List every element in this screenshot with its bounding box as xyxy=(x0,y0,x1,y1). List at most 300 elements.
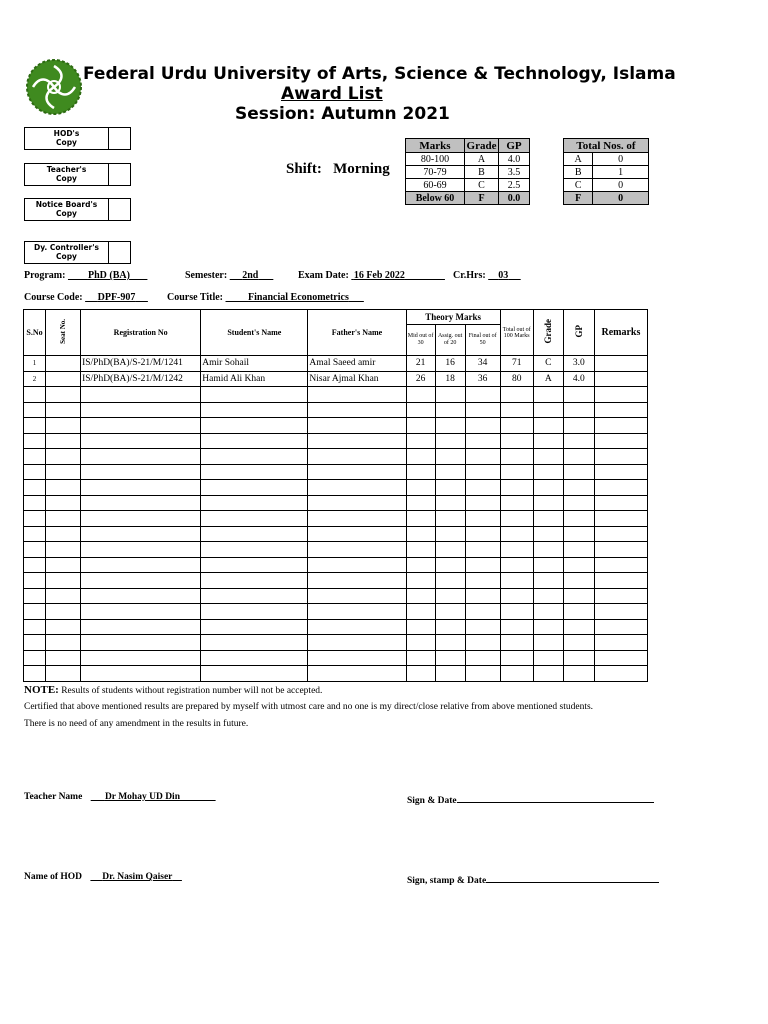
cell-final[interactable] xyxy=(465,635,500,651)
cell-student-name[interactable] xyxy=(201,604,308,620)
cell-total[interactable] xyxy=(500,635,533,651)
cell-total[interactable] xyxy=(500,604,533,620)
cell-father-name[interactable] xyxy=(308,402,406,418)
copy-checkbox[interactable] xyxy=(109,242,130,263)
cell-seat[interactable] xyxy=(46,666,81,682)
cell-father-name[interactable] xyxy=(308,480,406,496)
cell-gp[interactable] xyxy=(563,480,594,496)
cell-sno[interactable] xyxy=(24,588,46,604)
sign-date-blank[interactable] xyxy=(457,792,654,803)
cell-student-name[interactable] xyxy=(201,542,308,558)
cell-registration[interactable] xyxy=(81,619,201,635)
cell-father-name[interactable] xyxy=(308,526,406,542)
cell-gp[interactable] xyxy=(563,402,594,418)
cell-father-name[interactable] xyxy=(308,511,406,527)
program-line xyxy=(24,270,147,281)
cell-student-name[interactable] xyxy=(201,588,308,604)
cell-seat[interactable] xyxy=(46,542,81,558)
cell-gp[interactable] xyxy=(563,526,594,542)
cell-remarks[interactable] xyxy=(594,495,647,511)
cell-grade[interactable] xyxy=(533,619,563,635)
cell-remarks[interactable] xyxy=(594,464,647,480)
cell-assig[interactable] xyxy=(435,433,465,449)
cell-gp[interactable] xyxy=(563,387,594,403)
cell-remarks[interactable] xyxy=(594,619,647,635)
grade-scale-table xyxy=(405,138,530,205)
cell-registration[interactable] xyxy=(81,449,201,465)
table-row xyxy=(24,604,648,620)
cell-student-name[interactable] xyxy=(201,402,308,418)
cell-seat[interactable] xyxy=(46,526,81,542)
cell-final[interactable] xyxy=(465,666,500,682)
table-row xyxy=(24,433,648,449)
totals-count: 0 xyxy=(593,179,649,192)
cell-father-name[interactable] xyxy=(308,619,406,635)
cell-student-name[interactable] xyxy=(201,433,308,449)
cell-student-name[interactable] xyxy=(201,387,308,403)
exam-date-value: 16 Feb 2022 xyxy=(353,270,405,281)
cell-mid[interactable] xyxy=(406,557,435,573)
cell-gp[interactable] xyxy=(563,666,594,682)
header-seat-no: Seat No. xyxy=(46,310,81,356)
cell-final[interactable] xyxy=(465,588,500,604)
cell-total[interactable] xyxy=(500,511,533,527)
cell-father-name[interactable] xyxy=(308,418,406,434)
cell-sno: 2 xyxy=(24,371,46,387)
cell-student-name[interactable] xyxy=(201,635,308,651)
cell-total[interactable] xyxy=(500,573,533,589)
cell-mid[interactable] xyxy=(406,526,435,542)
cell-gp[interactable] xyxy=(563,557,594,573)
cell-grade[interactable] xyxy=(533,495,563,511)
cell-assig[interactable] xyxy=(435,588,465,604)
cell-grade[interactable] xyxy=(533,433,563,449)
cell-final[interactable] xyxy=(465,495,500,511)
table-row xyxy=(24,557,648,573)
cell-grade[interactable] xyxy=(533,526,563,542)
cell-registration[interactable] xyxy=(81,542,201,558)
cell-student-name[interactable] xyxy=(201,480,308,496)
cell-student-name[interactable] xyxy=(201,464,308,480)
cell-father-name[interactable] xyxy=(308,387,406,403)
cell-gp[interactable] xyxy=(563,433,594,449)
note-line xyxy=(24,684,322,696)
table-row xyxy=(24,619,648,635)
cell-sno[interactable] xyxy=(24,511,46,527)
cell-mid[interactable] xyxy=(406,402,435,418)
cell-assig: 16 xyxy=(435,356,465,372)
cell-sno[interactable] xyxy=(24,464,46,480)
cell-mid[interactable] xyxy=(406,480,435,496)
grade-header-gp: GP xyxy=(499,139,530,153)
award-list-title: Award List xyxy=(281,84,383,104)
cell-mid[interactable] xyxy=(406,387,435,403)
cell-grade[interactable] xyxy=(533,635,563,651)
cell-mid[interactable] xyxy=(406,635,435,651)
cell-seat[interactable] xyxy=(46,511,81,527)
cell-registration[interactable] xyxy=(81,387,201,403)
cell-student-name[interactable] xyxy=(201,418,308,434)
grade-cell: 3.5 xyxy=(499,166,530,179)
cell-assig[interactable] xyxy=(435,402,465,418)
cell-assig[interactable] xyxy=(435,387,465,403)
cell-final[interactable] xyxy=(465,542,500,558)
cell-registration[interactable] xyxy=(81,464,201,480)
program-value: PhD (BA) xyxy=(87,270,130,281)
cell-remarks[interactable] xyxy=(594,511,647,527)
cell-sno[interactable] xyxy=(24,449,46,465)
cell-sno[interactable] xyxy=(24,433,46,449)
cell-father-name[interactable] xyxy=(308,449,406,465)
cell-total[interactable] xyxy=(500,418,533,434)
cell-remarks[interactable] xyxy=(594,433,647,449)
grade-cell: Below 60 xyxy=(406,192,465,205)
cell-total[interactable] xyxy=(500,542,533,558)
cell-student-name[interactable] xyxy=(201,526,308,542)
cell-remarks[interactable] xyxy=(594,526,647,542)
cell-total[interactable] xyxy=(500,464,533,480)
cell-grade: A xyxy=(533,371,563,387)
cell-seat[interactable] xyxy=(46,371,81,387)
cell-seat[interactable] xyxy=(46,433,81,449)
copy-label: HOD's xyxy=(53,129,80,138)
cell-total[interactable] xyxy=(500,526,533,542)
cell-final[interactable] xyxy=(465,418,500,434)
cell-seat[interactable] xyxy=(46,635,81,651)
cell-seat[interactable] xyxy=(46,604,81,620)
cell-assig[interactable] xyxy=(435,573,465,589)
cell-assig[interactable] xyxy=(435,635,465,651)
cell-final[interactable] xyxy=(465,650,500,666)
cell-remarks[interactable] xyxy=(594,356,647,372)
grade-cell: 70-79 xyxy=(406,166,465,179)
semester-line xyxy=(185,270,273,281)
cell-sno[interactable] xyxy=(24,557,46,573)
cell-final: 36 xyxy=(465,371,500,387)
cell-sno[interactable] xyxy=(24,542,46,558)
cell-assig[interactable] xyxy=(435,619,465,635)
cell-total[interactable] xyxy=(500,433,533,449)
cell-sno[interactable] xyxy=(24,604,46,620)
cell-registration[interactable] xyxy=(81,604,201,620)
grade-cell: 0.0 xyxy=(499,192,530,205)
cell-final[interactable] xyxy=(465,449,500,465)
cell-remarks[interactable] xyxy=(594,402,647,418)
hod-name-label: Name of HOD xyxy=(24,872,83,882)
table-row xyxy=(24,573,648,589)
copy-checkbox[interactable] xyxy=(109,199,130,220)
cell-total[interactable] xyxy=(500,387,533,403)
cell-sno[interactable] xyxy=(24,418,46,434)
note-label: NOTE: xyxy=(24,684,59,696)
grade-header-grade: Grade xyxy=(465,139,499,153)
grade-cell: 4.0 xyxy=(499,153,530,166)
cell-remarks[interactable] xyxy=(594,371,647,387)
cell-grade[interactable] xyxy=(533,542,563,558)
cell-final[interactable] xyxy=(465,433,500,449)
sign-stamp-blank[interactable] xyxy=(486,872,659,883)
cell-grade[interactable] xyxy=(533,449,563,465)
cell-grade[interactable] xyxy=(533,387,563,403)
cell-sno[interactable] xyxy=(24,666,46,682)
cell-grade[interactable] xyxy=(533,418,563,434)
cell-mid[interactable] xyxy=(406,573,435,589)
cell-sno[interactable] xyxy=(24,495,46,511)
cell-final[interactable] xyxy=(465,511,500,527)
sign-date-line xyxy=(407,792,654,806)
cell-grade[interactable] xyxy=(533,588,563,604)
header-final: Final out of 50 xyxy=(465,325,500,356)
cell-final[interactable] xyxy=(465,604,500,620)
cell-total[interactable] xyxy=(500,480,533,496)
cell-mid[interactable] xyxy=(406,433,435,449)
cell-sno[interactable] xyxy=(24,635,46,651)
table-row xyxy=(24,588,648,604)
cell-student-name[interactable] xyxy=(201,557,308,573)
cell-mid[interactable] xyxy=(406,542,435,558)
cell-registration[interactable] xyxy=(81,557,201,573)
cell-sno[interactable] xyxy=(24,402,46,418)
cell-student-name[interactable] xyxy=(201,511,308,527)
cell-mid[interactable] xyxy=(406,449,435,465)
header-sno: S.No xyxy=(24,310,46,356)
program-label: Program: xyxy=(24,270,66,281)
cell-assig[interactable] xyxy=(435,449,465,465)
cell-registration[interactable] xyxy=(81,526,201,542)
cell-total[interactable] xyxy=(500,619,533,635)
cell-registration[interactable] xyxy=(81,418,201,434)
cell-seat[interactable] xyxy=(46,464,81,480)
table-row xyxy=(24,666,648,682)
cell-remarks[interactable] xyxy=(594,418,647,434)
cell-assig[interactable] xyxy=(435,526,465,542)
table-row xyxy=(24,635,648,651)
cell-father-name[interactable] xyxy=(308,666,406,682)
cell-assig[interactable] xyxy=(435,604,465,620)
cell-father-name[interactable] xyxy=(308,495,406,511)
cell-remarks[interactable] xyxy=(594,480,647,496)
cell-seat[interactable] xyxy=(46,619,81,635)
cell-grade[interactable] xyxy=(533,464,563,480)
cell-registration[interactable] xyxy=(81,480,201,496)
cell-gp[interactable] xyxy=(563,511,594,527)
cell-total[interactable] xyxy=(500,402,533,418)
cell-remarks[interactable] xyxy=(594,449,647,465)
cell-final[interactable] xyxy=(465,402,500,418)
cell-final[interactable] xyxy=(465,464,500,480)
cell-total[interactable] xyxy=(500,557,533,573)
cell-father-name[interactable] xyxy=(308,635,406,651)
cell-remarks[interactable] xyxy=(594,557,647,573)
cell-total[interactable] xyxy=(500,666,533,682)
cell-sno[interactable] xyxy=(24,573,46,589)
cell-registration[interactable] xyxy=(81,650,201,666)
copy-checkbox[interactable] xyxy=(109,164,130,185)
header-remarks: Remarks xyxy=(594,310,647,356)
table-row xyxy=(24,480,648,496)
teacher-name-label: Teacher Name xyxy=(24,792,83,802)
cell-grade[interactable] xyxy=(533,650,563,666)
grade-cell: 80-100 xyxy=(406,153,465,166)
table-row xyxy=(24,371,648,387)
cell-final[interactable] xyxy=(465,480,500,496)
hod-copy-box xyxy=(24,127,131,150)
cell-gp[interactable] xyxy=(563,604,594,620)
cell-gp[interactable] xyxy=(563,418,594,434)
cell-mid[interactable] xyxy=(406,495,435,511)
cell-student-name[interactable] xyxy=(201,666,308,682)
cell-seat[interactable] xyxy=(46,557,81,573)
cell-sno[interactable] xyxy=(24,387,46,403)
cell-remarks[interactable] xyxy=(594,542,647,558)
copy-label: Copy xyxy=(56,173,77,183)
cell-father-name[interactable] xyxy=(308,573,406,589)
grade-totals-table xyxy=(563,138,649,205)
cell-sno[interactable] xyxy=(24,526,46,542)
cell-registration: IS/PhD(BA)/S-21/M/1241 xyxy=(81,356,201,372)
cell-mid[interactable] xyxy=(406,418,435,434)
cell-assig[interactable] xyxy=(435,511,465,527)
cell-registration[interactable] xyxy=(81,402,201,418)
teacher-name-value: Dr Mohay UD Din xyxy=(104,792,180,802)
course-code-line xyxy=(24,292,148,303)
cell-registration[interactable] xyxy=(81,433,201,449)
cell-gp[interactable] xyxy=(563,650,594,666)
cell-student-name[interactable] xyxy=(201,495,308,511)
cell-father-name[interactable] xyxy=(308,588,406,604)
cell-assig[interactable] xyxy=(435,495,465,511)
cell-mid[interactable] xyxy=(406,604,435,620)
cell-assig[interactable] xyxy=(435,480,465,496)
header-total: Total out of 100 Marks xyxy=(500,310,533,356)
cell-final[interactable] xyxy=(465,557,500,573)
cell-final[interactable] xyxy=(465,573,500,589)
cell-final[interactable] xyxy=(465,526,500,542)
cell-gp[interactable] xyxy=(563,635,594,651)
cell-student-name[interactable] xyxy=(201,573,308,589)
cell-father-name[interactable] xyxy=(308,433,406,449)
cell-registration[interactable] xyxy=(81,511,201,527)
cell-grade[interactable] xyxy=(533,402,563,418)
cell-grade[interactable] xyxy=(533,480,563,496)
cell-grade[interactable] xyxy=(533,573,563,589)
cell-assig[interactable] xyxy=(435,542,465,558)
cell-father-name[interactable] xyxy=(308,650,406,666)
cell-student-name[interactable] xyxy=(201,449,308,465)
cell-grade[interactable] xyxy=(533,666,563,682)
table-row xyxy=(24,402,648,418)
cell-assig: 18 xyxy=(435,371,465,387)
cell-sno[interactable] xyxy=(24,619,46,635)
cell-father-name[interactable] xyxy=(308,542,406,558)
cell-assig[interactable] xyxy=(435,464,465,480)
cell-total[interactable] xyxy=(500,495,533,511)
cell-seat[interactable] xyxy=(46,650,81,666)
cell-student-name[interactable] xyxy=(201,619,308,635)
cell-gp[interactable] xyxy=(563,619,594,635)
cell-mid[interactable] xyxy=(406,666,435,682)
cell-father-name[interactable] xyxy=(308,464,406,480)
cell-student-name[interactable] xyxy=(201,650,308,666)
cell-seat[interactable] xyxy=(46,480,81,496)
cell-total[interactable] xyxy=(500,449,533,465)
cell-gp[interactable] xyxy=(563,573,594,589)
note-text: Results of students without registration number will not be accepted. xyxy=(61,686,323,696)
cell-grade[interactable] xyxy=(533,557,563,573)
cell-grade[interactable] xyxy=(533,604,563,620)
course-code-value: DPF-907 xyxy=(97,292,136,303)
cell-seat[interactable] xyxy=(46,387,81,403)
cell-remarks[interactable] xyxy=(594,573,647,589)
cell-father-name[interactable] xyxy=(308,604,406,620)
cell-assig[interactable] xyxy=(435,666,465,682)
cell-assig[interactable] xyxy=(435,650,465,666)
header-father-name: Father's Name xyxy=(308,310,406,356)
cell-registration[interactable] xyxy=(81,495,201,511)
cell-assig[interactable] xyxy=(435,418,465,434)
cell-mid[interactable] xyxy=(406,619,435,635)
cell-gp: 3.0 xyxy=(563,356,594,372)
cell-sno[interactable] xyxy=(24,480,46,496)
cell-seat[interactable] xyxy=(46,402,81,418)
cell-mid[interactable] xyxy=(406,650,435,666)
cell-seat[interactable] xyxy=(46,588,81,604)
cell-grade[interactable] xyxy=(533,511,563,527)
sign-date-label: Sign & Date xyxy=(407,796,457,806)
cell-assig[interactable] xyxy=(435,557,465,573)
cell-gp[interactable] xyxy=(563,588,594,604)
cell-seat[interactable] xyxy=(46,418,81,434)
totals-count: 0 xyxy=(593,192,649,205)
cell-seat[interactable] xyxy=(46,449,81,465)
cell-remarks[interactable] xyxy=(594,588,647,604)
cell-seat[interactable] xyxy=(46,495,81,511)
copy-label: Copy xyxy=(56,208,77,218)
cell-remarks[interactable] xyxy=(594,387,647,403)
cell-remarks[interactable] xyxy=(594,666,647,682)
cell-registration[interactable] xyxy=(81,573,201,589)
totals-grade: B xyxy=(564,166,593,179)
cell-total[interactable] xyxy=(500,588,533,604)
cell-father-name[interactable] xyxy=(308,557,406,573)
cell-remarks[interactable] xyxy=(594,650,647,666)
cell-mid[interactable] xyxy=(406,464,435,480)
cell-mid[interactable] xyxy=(406,511,435,527)
university-title: Federal Urdu University of Arts, Science & Technology, Islama xyxy=(83,64,676,84)
copy-label: Copy xyxy=(56,137,77,147)
cell-gp[interactable] xyxy=(563,449,594,465)
cell-registration[interactable] xyxy=(81,635,201,651)
copy-checkbox[interactable] xyxy=(109,128,130,149)
cell-total[interactable] xyxy=(500,650,533,666)
cell-final[interactable] xyxy=(465,387,500,403)
cell-remarks[interactable] xyxy=(594,635,647,651)
cell-father-name: Amal Saeed amir xyxy=(308,356,406,372)
cell-remarks[interactable] xyxy=(594,604,647,620)
cell-registration[interactable] xyxy=(81,588,201,604)
cell-seat[interactable] xyxy=(46,573,81,589)
cell-seat[interactable] xyxy=(46,356,81,372)
exam-date-line xyxy=(298,270,445,281)
cell-mid[interactable] xyxy=(406,588,435,604)
sign-stamp-line xyxy=(407,872,659,886)
cell-final[interactable] xyxy=(465,619,500,635)
cell-gp[interactable] xyxy=(563,464,594,480)
cell-registration[interactable] xyxy=(81,666,201,682)
cell-gp[interactable] xyxy=(563,542,594,558)
cell-sno[interactable] xyxy=(24,650,46,666)
cell-gp[interactable] xyxy=(563,495,594,511)
